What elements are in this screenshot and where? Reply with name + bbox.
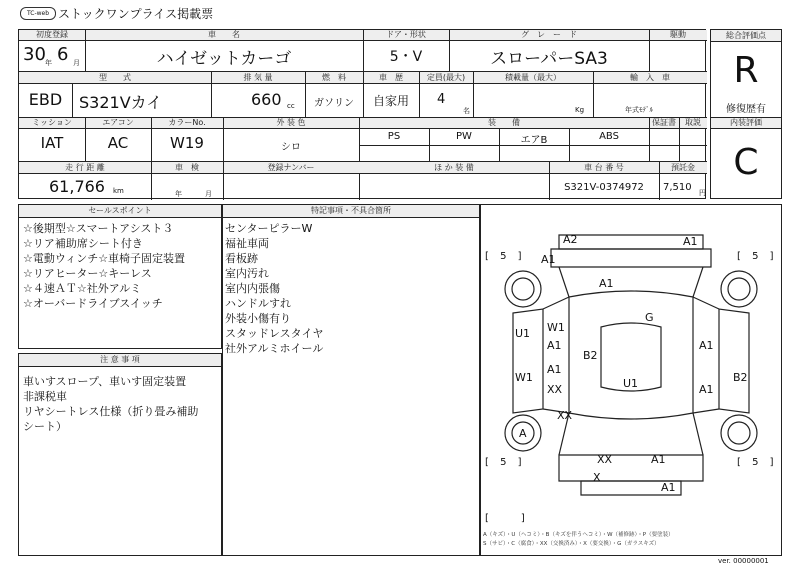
special-note: 室内内張傷	[225, 282, 280, 295]
damage-mark: XX	[547, 383, 563, 396]
special-note: センターピラーW	[225, 222, 313, 235]
damage-mark: A1	[699, 383, 714, 396]
yen-unit: 円	[699, 189, 706, 197]
month-unit: 月	[73, 59, 80, 67]
sales-point: ☆電動ウィンチ☆車椅子固定装置	[23, 252, 186, 265]
label-car-name: 車 名	[85, 30, 363, 40]
label-capacity: 定員(最大)	[419, 72, 473, 83]
caution-line: リヤシートレス仕様（折り畳み補助	[23, 405, 199, 418]
label-aircon: エアコン	[85, 118, 151, 128]
km-unit: km	[113, 187, 124, 195]
damage-mark: A1	[541, 253, 556, 266]
car-name-value: ハイゼットカーゴ	[156, 49, 292, 69]
damage-mark: G	[645, 311, 654, 324]
capacity-value: 4	[437, 92, 446, 107]
caution-line: 非課税車	[23, 390, 67, 403]
equip-pw: PW	[456, 131, 472, 142]
mileage-value: 61,766	[49, 177, 105, 196]
aircon-value: AC	[107, 134, 129, 152]
damage-mark: A	[519, 427, 527, 440]
equip-airbag: エアB	[520, 135, 548, 146]
label-exterior-color: 外 装 色	[223, 118, 359, 128]
first-reg-month: 6	[57, 44, 69, 65]
fuel-value: ガソリン	[314, 98, 354, 109]
damage-legend	[483, 531, 674, 549]
special-note: ハンドルすれ	[225, 297, 291, 310]
special-note: 室内汚れ	[225, 267, 269, 280]
damage-mark: A1	[661, 481, 676, 494]
label-overall-eval: 総合評価点	[711, 30, 781, 41]
caution-line: 車いすスロープ、車いす固定装置	[23, 375, 187, 388]
label-special-notes: 特記事項・不具合箇所	[223, 205, 479, 217]
color-no-value: W19	[170, 134, 204, 152]
special-notes-box	[222, 204, 480, 556]
chassis-no-value: S321V-0374972	[564, 182, 644, 193]
label-manual: 取説	[679, 118, 707, 128]
exterior-color-value: シロ	[281, 142, 301, 153]
label-grade: グ レ ー ド	[449, 30, 649, 40]
caution-line: シート）	[23, 420, 67, 433]
cautions-box	[18, 353, 222, 556]
deposit-value: 7,510	[663, 182, 692, 193]
page-title: ストックワンプライス掲載票	[58, 7, 214, 21]
damage-mark: W1	[547, 321, 565, 334]
label-interior-eval: 内装評価	[711, 118, 781, 128]
label-other-equip: ほ か 装 備	[359, 162, 549, 173]
damage-mark: X	[593, 471, 601, 484]
version-label: ver. 00000001	[718, 557, 769, 565]
sales-point: ☆４速ＡＴ☆社外アルミ	[23, 282, 142, 295]
equip-ps: PS	[387, 131, 401, 142]
interior-score: C	[733, 142, 759, 183]
sales-point: ☆リアヒーター☆キーレス	[23, 267, 152, 280]
label-mission: ミッション	[19, 118, 85, 128]
damage-mark: A1	[599, 277, 614, 290]
damage-mark: B2	[583, 349, 598, 362]
bracket-rear-left: [ 5 ]	[485, 457, 526, 468]
mission-value: IAT	[40, 134, 64, 152]
special-note: 福祉車両	[225, 237, 269, 250]
car-diagram-box	[480, 204, 782, 556]
label-displacement: 排 気 量	[211, 72, 305, 83]
damage-mark: A1	[651, 453, 666, 466]
label-fuel: 燃 料	[305, 72, 363, 83]
sales-point: ☆リア補助席シート付き	[23, 237, 143, 250]
damage-mark: A1	[699, 339, 714, 352]
model-year-label: 年式ﾓﾃﾞﾙ	[625, 106, 653, 114]
label-model: 型 式	[19, 72, 211, 83]
repair-history-label: 修復歴有	[726, 104, 766, 115]
label-color-no: カラーNo.	[151, 118, 223, 128]
logo: TC-web	[20, 7, 56, 20]
bracket-spare: [ ]	[485, 513, 529, 524]
special-note: 社外アルミホイール	[225, 342, 324, 355]
people-unit: 名	[463, 107, 470, 115]
label-history: 車 歴	[363, 72, 419, 83]
sales-point: ☆後期型☆スマートアシスト３	[23, 222, 174, 235]
damage-mark: A1	[683, 235, 698, 248]
damage-mark: XX	[557, 409, 573, 422]
grade-value: スローパーSA3	[490, 49, 608, 69]
inspection-year-unit: 年	[175, 190, 182, 198]
evaluation-box	[710, 29, 782, 199]
legend-line: S（サビ）・C（腐食）・XX（交換済み）・X（要交換）・G（ガラスキズ）	[483, 541, 660, 547]
model-prefix: EBD	[28, 90, 63, 109]
label-deposit: 預託金	[659, 162, 707, 173]
label-first-reg: 初度登録	[19, 30, 85, 40]
special-note: スタッドレスタイヤ	[225, 327, 324, 340]
cc-unit: cc	[287, 102, 295, 110]
inspection-month-unit: 月	[205, 190, 212, 198]
year-unit: 年	[45, 59, 52, 67]
damage-mark: B2	[733, 371, 748, 384]
bracket-rear-right: [ 5 ]	[737, 457, 778, 468]
label-plate-no: 登録ナンバー	[223, 162, 359, 173]
equip-abs: ABS	[599, 131, 619, 142]
bracket-front-left: [ 5 ]	[485, 251, 526, 262]
first-reg-year: 30	[23, 44, 46, 65]
spec-table	[18, 29, 706, 199]
damage-mark: U1	[623, 377, 639, 390]
label-inspection: 車 検	[151, 162, 223, 173]
special-note: 外装小傷有り	[225, 312, 291, 325]
sales-point: ☆オーバードライブスイッチ	[23, 297, 163, 310]
label-warranty: 保証書	[649, 118, 679, 128]
model-code: S321Vカイ	[79, 93, 163, 112]
label-mileage: 走 行 距 離	[19, 162, 151, 173]
label-chassis-no: 車 台 番 号	[549, 162, 659, 173]
bracket-front-right: [ 5 ]	[737, 251, 778, 262]
damage-mark: A2	[563, 233, 578, 246]
label-sales-points: セールスポイント	[19, 205, 221, 217]
damage-mark: U1	[515, 327, 531, 340]
damage-mark: A1	[547, 363, 562, 376]
label-import: 輸 入 車	[593, 72, 707, 83]
history-value: 自家用	[372, 94, 409, 108]
overall-score: R	[733, 50, 759, 91]
label-equipment: 装 備	[359, 118, 649, 128]
special-note: 看板跡	[225, 252, 258, 265]
damage-mark: W1	[515, 371, 533, 384]
displacement-value: 660	[251, 90, 282, 109]
damage-mark: XX	[597, 453, 613, 466]
label-door-shape: ドア・形状	[363, 30, 449, 40]
label-cautions: 注 意 事 項	[19, 354, 221, 366]
door-shape-value: 5・V	[389, 49, 423, 65]
sales-points-box	[18, 204, 222, 349]
label-load: 積載量（最大）	[473, 72, 593, 83]
legend-line: A（キズ）・U（ヘコミ）・B（キズを伴うヘコミ）・W（補修跡）・P（要塗装）	[483, 532, 674, 538]
damage-mark: A1	[547, 339, 562, 352]
kg-unit: Kg	[575, 106, 585, 114]
label-drive: 駆動	[649, 30, 707, 40]
